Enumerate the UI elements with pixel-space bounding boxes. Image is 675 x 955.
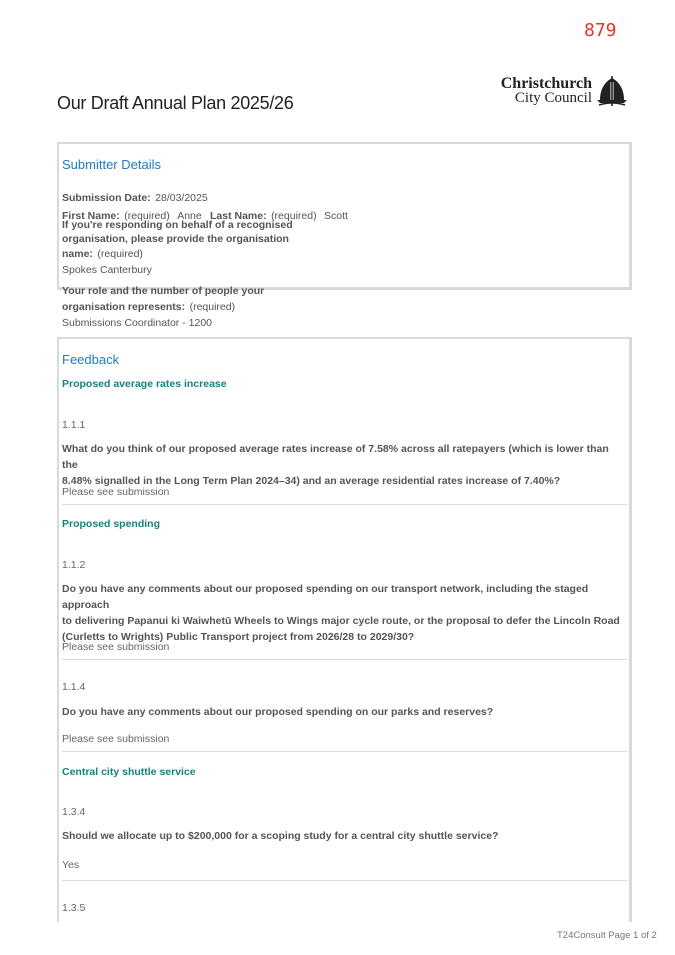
section-title: Proposed spending bbox=[62, 518, 161, 530]
last-name-label: Last Name: bbox=[210, 210, 267, 222]
section-title: Proposed average rates increase bbox=[62, 378, 227, 390]
divider bbox=[62, 504, 627, 505]
feedback-heading: Feedback bbox=[62, 352, 120, 367]
answer-text: Please see submission bbox=[62, 733, 170, 745]
organisation-label-line-2: organisation, please provide the organisation bbox=[62, 232, 289, 245]
question-line: Do you have any comments about our proposed spending on our parks and reserves? bbox=[62, 706, 494, 718]
question-number: 1.3.5 bbox=[62, 902, 86, 914]
first-name-value: Anne bbox=[177, 210, 202, 222]
role-value: Submissions Coordinator - 1200 bbox=[62, 317, 212, 329]
role-label bbox=[62, 285, 264, 314]
section-title: Central city shuttle service bbox=[62, 766, 196, 778]
first-name-label: First Name: bbox=[62, 210, 120, 222]
organisation-label-line-1: If you're responding on behalf of a recognised bbox=[62, 219, 293, 231]
logo-line-2: City Council bbox=[514, 90, 592, 106]
page-number: 879 bbox=[584, 20, 617, 41]
question-number: 1.1.4 bbox=[62, 681, 86, 693]
role-required: (required) bbox=[189, 300, 236, 313]
question-number: 1.1.2 bbox=[62, 559, 86, 571]
submission-date-value: 28/03/2025 bbox=[155, 192, 208, 204]
question-number: 1.1.1 bbox=[62, 419, 86, 431]
last-name-value: Scott bbox=[324, 210, 348, 222]
cathedral-icon bbox=[596, 76, 628, 108]
question-line: Should we allocate up to $200,000 for a scoping study for a central city shuttle service? bbox=[62, 830, 499, 842]
organisation-label-line-3: name: bbox=[62, 248, 93, 260]
organisation-value: Spokes Canterbury bbox=[62, 264, 152, 276]
question-text bbox=[62, 704, 622, 720]
question-text bbox=[62, 828, 622, 844]
divider bbox=[62, 880, 627, 881]
page-footer: T24Consult Page 1 of 2 bbox=[557, 930, 657, 941]
role-label-line-1: Your role and the number of people your bbox=[62, 285, 265, 297]
divider bbox=[62, 751, 627, 752]
question-text bbox=[62, 441, 622, 489]
submission-date-label: Submission Date: bbox=[62, 192, 151, 204]
answer-text: Yes bbox=[62, 859, 80, 871]
answer-text: Please see submission bbox=[62, 641, 170, 653]
last-name-required: (required) bbox=[271, 210, 317, 222]
question-number: 1.3.4 bbox=[62, 806, 86, 818]
logo-line-1: Christchurch bbox=[500, 75, 592, 92]
question-line: to delivering Papanui ki Waiwhetū Wheels to Wings major cycle route, or the proposal to defer the Lincoln Road bbox=[62, 615, 620, 627]
question-text bbox=[62, 581, 622, 645]
divider bbox=[62, 659, 627, 660]
question-line: Do you have any comments about our proposed spending on our transport network, including the staged approach bbox=[62, 583, 589, 611]
question-line: (Curletts to Wrights) Public Transport project from 2026/28 to 2029/30? bbox=[62, 631, 415, 643]
question-line: 8.48% signalled in the Long Term Plan 2024–34) and an average residential rates increase of 7.40%? bbox=[62, 475, 561, 487]
organisation-label bbox=[62, 219, 293, 262]
role-label-line-2: organisation represents: bbox=[62, 300, 186, 313]
organisation-required: (required) bbox=[97, 248, 143, 260]
council-logo bbox=[499, 76, 629, 108]
submission-date-row bbox=[62, 188, 208, 206]
submitter-details-heading: Submitter Details bbox=[62, 157, 161, 172]
page-title: Our Draft Annual Plan 2025/26 bbox=[57, 93, 294, 113]
question-line: What do you think of our proposed average rates increase of 7.58% across all ratepayers (which is lower than the bbox=[62, 443, 609, 471]
answer-text: Please see submission bbox=[62, 486, 170, 498]
first-name-required: (required) bbox=[124, 210, 170, 222]
